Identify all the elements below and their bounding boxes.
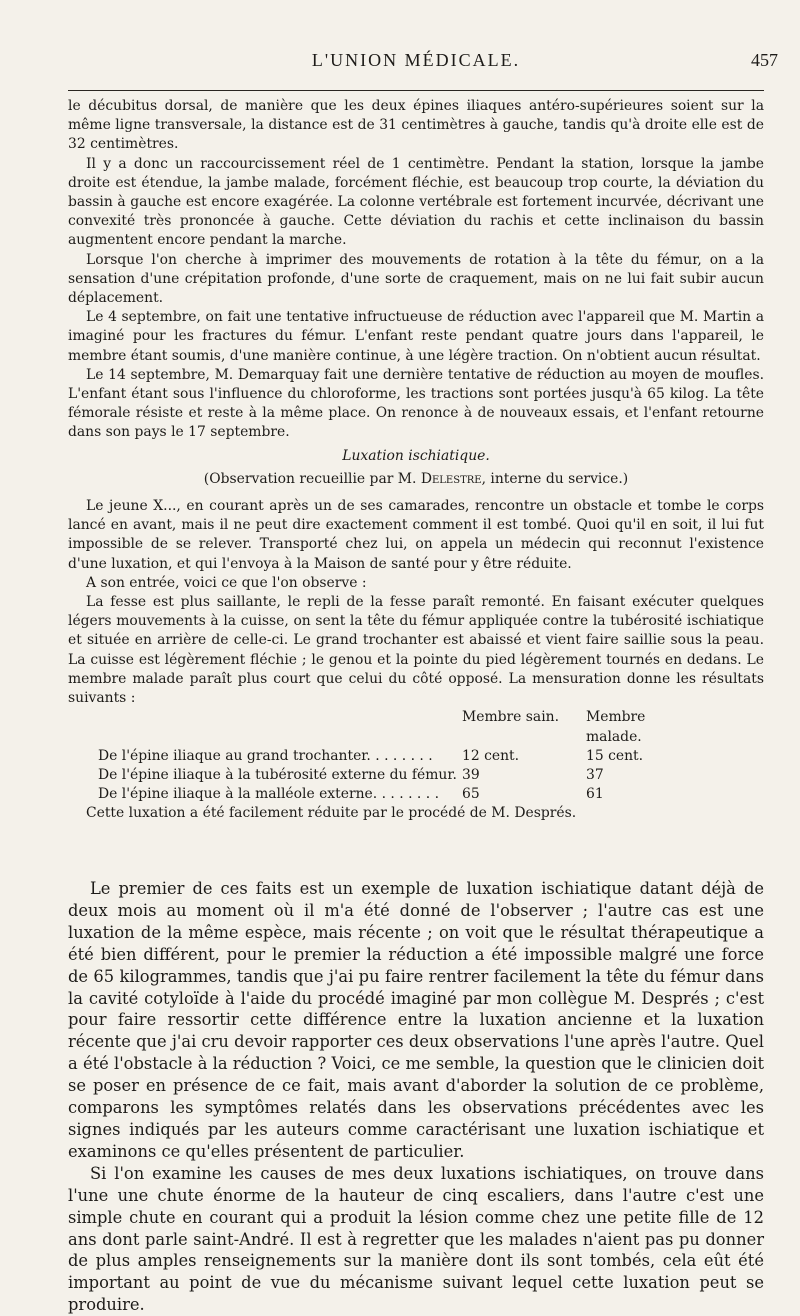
table-row <box>98 766 696 785</box>
table-row <box>98 785 696 804</box>
healthy-value: 12 cent. <box>462 747 520 764</box>
paragraph: Si l'on examine les causes de mes deux luxations ischiatiques, on trouve dans l'une une chute énorme de la hauteur de cinq escaliers, dans l'autre c'est une simple chute en courant qui a produit la lésion comme chez une petite fille de 12 ans dont parle saint-André. Il est à regretter que les malades n'aient pas pu donner de plus amples renseignements sur la manière dont ils sont tombés, cela eût été important au point de vue du mécanisme suivant lequel cette luxation peut se produire. <box>68 1163 764 1315</box>
paragraph: Le jeune X..., en courant après un de ses camarades, rencontre un obstacle et tombe le corps lancé en avant, mais il ne peut dire exactement comment il est tombé. Quoi qu'il en soit, il lui fut impossible de se relever. Transporté chez lui, on appela un médecin qui reconnut l'existence d'une luxation, et qui l'envoya à la Maison de santé pour y être réduite. <box>68 498 764 572</box>
table-row <box>98 747 696 766</box>
row-label: De l'épine iliaque à la malléole externe. . . . . . . . <box>98 786 439 803</box>
paragraph: Lorsque l'on cherche à imprimer des mouvements de rotation à la tête du fémur, on a la sensation d'une crépitation profonde, d'une sorte de craquement, mais on ne lui fait subir aucun déplacement. <box>68 251 764 307</box>
header-rule <box>68 90 764 91</box>
healthy-value: 65 <box>462 786 480 803</box>
sick-value: 37 <box>586 766 604 783</box>
row-label: De l'épine iliaque à la tubérosité externe du fémur. <box>98 766 457 783</box>
paragraph: le décubitus dorsal, de manière que les deux épines iliaques antéro-supérieures soient sur la même ligne transversale, la distance est de 31 centimètres à gauche, tandis qu'à droite elle est de 32 centimètres. <box>68 98 764 153</box>
measurements-table <box>98 708 696 804</box>
paragraph: Le 14 septembre, M. Demarquay fait une dernière tentative de réduction au moyen de moufles. L'enfant étant sous l'influence du chloroforme, les tractions sont portées jusqu'à 65 kilog. La tête fémorale résiste et reste à la même place. On renonce à de nouveaux essais, et l'enfant retourne dans son pays le 17 septembre. <box>68 366 764 441</box>
page-header <box>68 46 778 74</box>
sick-value: 15 cent. <box>586 747 644 764</box>
observation-credit: (Observation recueillie par M. Delestre, interne du service.) <box>203 470 629 487</box>
table-header-row <box>98 708 696 746</box>
paragraph: Le premier de ces faits est un exemple de luxation ischiatique datant déjà de deux mois au moment où il m'a été donné de l'observer ; l'autre cas est une luxation de la même espèce, mais récente ; on voit que le résultat thérapeutique a été bien différent, pour le premier la réduction a été impossible malgré une force de 65 kilogrammes, tandis que j'ai pu faire rentrer facilement la tête du fémur dans la cavité cotyloïde à l'aide du procédé imaginé par mon collègue M. Després ; c'est pour faire ressortir cette différence entre la luxation ancienne et la luxation récente que j'ai cru devoir rapporter ces deux observations l'une après l'autre. Quel a été l'obstacle à la réduction ? Voici, ce me semble, la question que le clinicien doit se poser en présence de ce fait, mais avant d'aborder la solution de ce problème, comparons les symptômes relatés dans les observations précédentes avec les signes indiqués par les auteurs comme caractérisant une luxation ischiatique et examinons ce qu'elles présentent de particulier. <box>68 879 764 1161</box>
paragraph: Il y a donc un raccourcissement réel de 1 centimètre. Pendant la station, lorsque la jambe droite est étendue, la jambe malade, forcément fléchie, est beaucoup trop courte, la déviation du bassin à gauche est encore exagérée. La colonne vertébrale est fortement incurvée, décrivant une convexité très prononcée à gauche. Cette déviation du rachis et cette inclinaison du bassin augmentent encore pendant la marche. <box>68 155 764 249</box>
section-title: Luxation ischiatique. <box>342 447 490 464</box>
paragraph: La fesse est plus saillante, le repli de la fesse paraît remonté. En faisant exécuter quelques légers mouvements à la cuisse, on sent la tête du fémur appliquée contre la tubérosité ischiatique et située en arrière de celle-ci. Le grand trochanter est abaissé et vient faire saillie sous la peau. La cuisse est légèrement fléchie ; le genou et la pointe du pied légèrement tournés en dedans. Le membre malade paraît plus court que celui du côté opposé. La mensuration donne les résultats suivants : <box>68 594 764 707</box>
observer-name: Delestre <box>420 470 482 487</box>
column-header: Membre malade. <box>586 709 646 745</box>
page-number: 457 <box>751 50 778 70</box>
row-label: De l'épine iliaque au grand trochanter. . . . . . . . <box>98 747 433 764</box>
large-text-block <box>68 878 764 1316</box>
paragraph: Le 4 septembre, on fait une tentative infructueuse de réduction avec l'appareil que M. Martin a imaginé pour les fractures du fémur. L'enfant reste pendant quatre jours dans l'appareil, le membre étant soumis, d'une manière continue, à une légère traction. On n'obtient aucun résultat. <box>68 309 764 364</box>
running-title: L'UNION MÉDICALE. <box>311 50 521 70</box>
small-text-block <box>68 97 764 824</box>
healthy-value: 39 <box>462 766 480 783</box>
paragraph: A son entrée, voici ce que l'on observe : <box>86 574 367 591</box>
sick-value: 61 <box>586 786 604 803</box>
column-header: Membre sain. <box>462 709 559 726</box>
paragraph: Cette luxation a été facilement réduite par le procédé de M. Després. <box>86 805 577 822</box>
